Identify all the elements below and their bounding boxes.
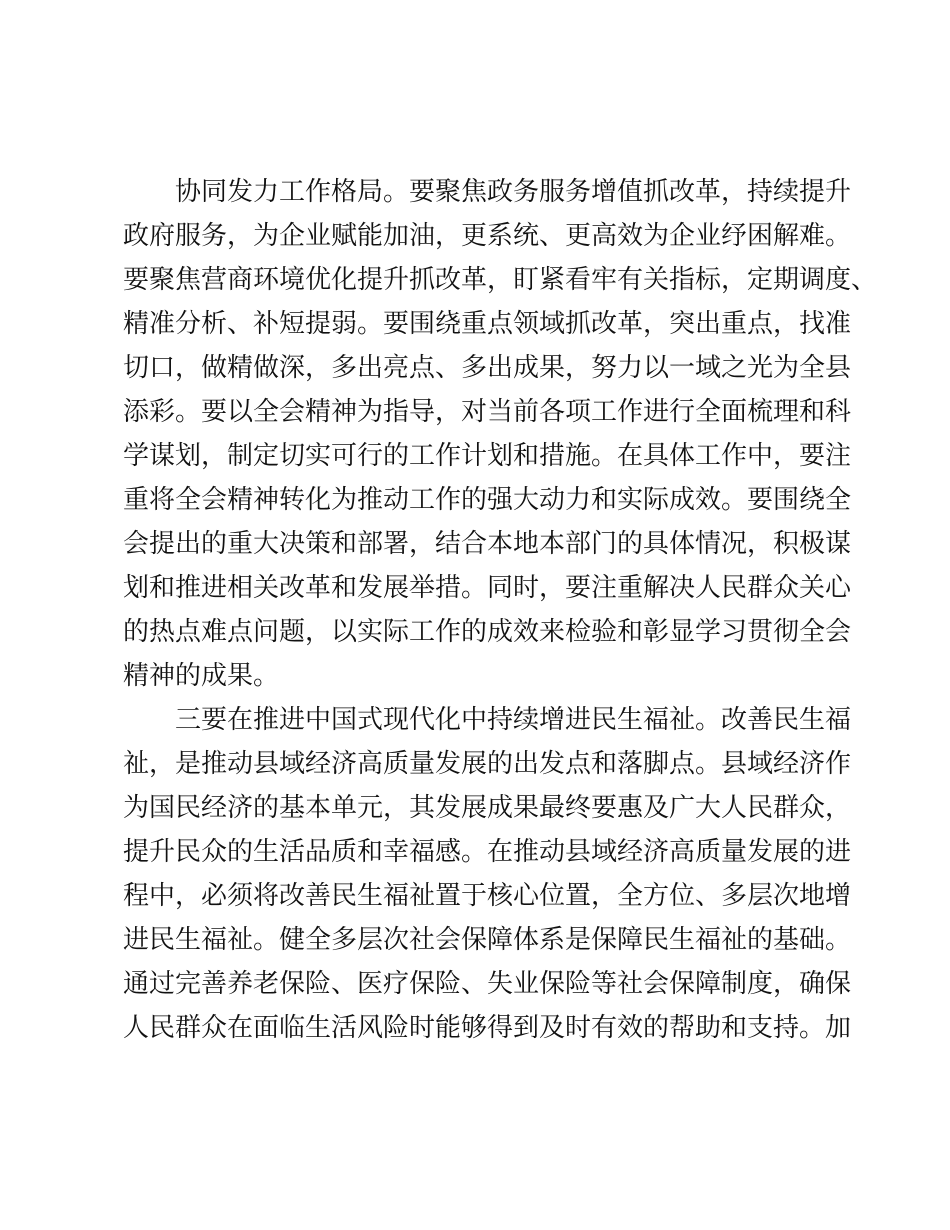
paragraph-2-line-2: 祉，是推动县域经济高质量发展的出发点和落脚点。县域经济作 <box>123 749 852 779</box>
paragraph-1-line-10: 划和推进相关改革和发展举措。同时，要注重解决人民群众关心 <box>123 573 852 603</box>
paragraph-2-line-7: 通过完善养老保险、医疗保险、失业保险等社会保障制度，确保 <box>123 969 852 999</box>
paragraph-1-line-12: 精神的成果。 <box>123 661 280 691</box>
paragraph-1-line-7: 学谋划，制定切实可行的工作计划和措施。在具体工作中，要注 <box>123 441 852 471</box>
paragraph-2-line-5: 程中，必须将改善民生福祉置于核心位置，全方位、多层次地增 <box>123 881 852 911</box>
paragraph-1-line-8: 重将全会精神转化为推动工作的强大动力和实际成效。要围绕全 <box>123 485 852 515</box>
paragraph-2-line-4: 提升民众的生活品质和幸福感。在推动县域经济高质量发展的进 <box>123 837 852 867</box>
paragraph-1-line-1: 协同发力工作格局。要聚焦政务服务增值抓改革，持续提升 <box>175 177 852 207</box>
paragraph-1-line-11: 的热点难点问题，以实际工作的成效来检验和彰显学习贯彻全会 <box>123 617 852 647</box>
paragraph-2-line-8: 人民群众在面临生活风险时能够得到及时有效的帮助和支持。加 <box>123 1013 852 1043</box>
document-body <box>123 170 878 1050</box>
paragraph-2-line-3: 为国民经济的基本单元，其发展成果最终要惠及广大人民群众， <box>123 793 852 823</box>
paragraph-2-line-1: 三要在推进中国式现代化中持续增进民生福祉。改善民生福 <box>175 705 852 735</box>
paragraph-1-line-3: 要聚焦营商环境优化提升抓改革，盯紧看牢有关指标，定期调度、 <box>123 265 878 295</box>
paragraph-1-line-9: 会提出的重大决策和部署，结合本地本部门的具体情况，积极谋 <box>123 529 852 559</box>
paragraph-2-line-6: 进民生福祉。健全多层次社会保障体系是保障民生福祉的基础。 <box>123 925 852 955</box>
paragraph-1-line-6: 添彩。要以全会精神为指导，对当前各项工作进行全面梳理和科 <box>123 397 852 427</box>
paragraph-1-line-2: 政府服务，为企业赋能加油，更系统、更高效为企业纾困解难。 <box>123 221 852 251</box>
paragraph-1-line-5: 切口，做精做深，多出亮点、多出成果，努力以一域之光为全县 <box>123 353 852 383</box>
paragraph-1-line-4: 精准分析、补短提弱。要围绕重点领域抓改革，突出重点，找准 <box>123 309 852 339</box>
